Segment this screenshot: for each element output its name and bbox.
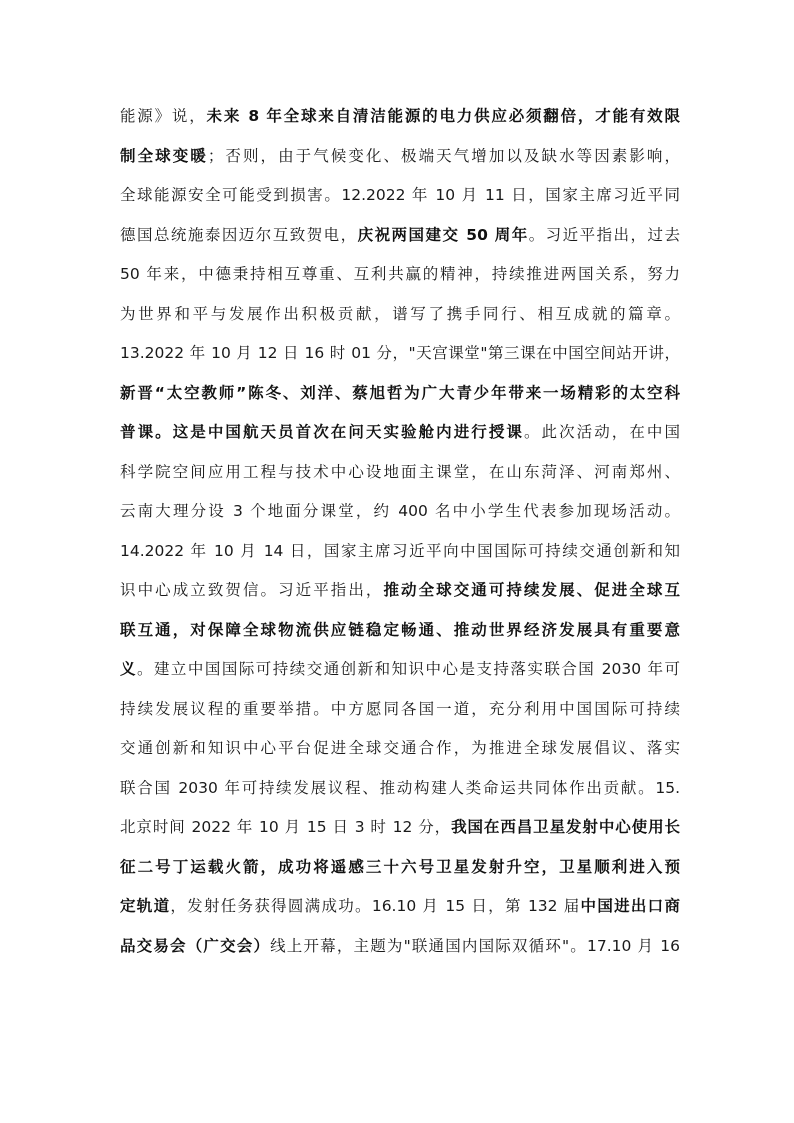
bold-text-segment: 推动全球交通可持续发展、促进全球互 xyxy=(383,581,680,599)
text-segment: 14.2022 年 10 月 14 日，国家主席习近平向中国国际可持续交通创新和知 xyxy=(120,541,680,560)
text-line xyxy=(120,492,680,532)
text-segment: 线上开幕，主题为"联通国内国际双循环"。17.10 月 16 xyxy=(270,936,680,955)
text-line xyxy=(120,848,680,888)
text-line xyxy=(120,137,680,177)
text-segment: 交通创新和知识中心平台促进全球交通合作，为推进全球发展倡议、落实 xyxy=(120,739,680,757)
text-segment: 能源》说， xyxy=(120,107,207,125)
text-line xyxy=(120,611,680,651)
text-line xyxy=(120,216,680,256)
text-segment: ；否则，由于气候变化、极端天气增加以及缺水等因素影响， xyxy=(207,146,680,165)
text-segment: 云南大理分设 3 个地面分课堂，约 400 名中小学生代表参加现场活动。 xyxy=(120,502,680,520)
text-segment: 。习近平指出，过去 xyxy=(528,225,680,244)
text-segment: 持续发展议程的重要举措。中方愿同各国一道，充分利用中国国际可持续 xyxy=(120,699,680,718)
text-line xyxy=(120,97,680,137)
text-line xyxy=(120,453,680,493)
bold-text-segment: 联互通，对保障全球物流供应链稳定畅通、推动世界经济发展具有重要意 xyxy=(120,620,680,639)
text-segment: 德国总统施泰因迈尔互致贺电， xyxy=(120,225,358,244)
text-segment: 。建立中国国际可持续交通创新和知识中心是支持落实联合国 2030 年可 xyxy=(136,660,680,678)
text-line xyxy=(120,255,680,295)
text-line xyxy=(120,927,680,967)
document-body xyxy=(120,97,680,966)
text-line xyxy=(120,808,680,848)
text-line xyxy=(120,769,680,809)
bold-text-segment: 普课。这是中国航天员首次在问天实验舱内进行授课 xyxy=(120,423,524,441)
bold-text-segment: 定轨道 xyxy=(120,897,171,915)
bold-text-segment: 庆祝两国建交 50 周年 xyxy=(357,225,529,244)
text-line xyxy=(120,650,680,690)
text-segment: 为世界和平与发展作出积极贡献，谱写了携手同行、相互成就的篇章。 xyxy=(120,304,680,323)
text-segment: 科学院空间应用工程与技术中心设地面主课堂，在山东菏泽、河南郑州、 xyxy=(120,462,680,481)
text-line xyxy=(120,532,680,572)
text-segment: ，发射任务获得圆满成功。16.10 月 15 日，第 132 届 xyxy=(170,897,581,915)
text-segment: 13.2022 年 10 月 12 日 16 时 01 分，"天宫课堂"第三课在中国空间站开讲， xyxy=(120,344,680,362)
bold-text-segment: 义 xyxy=(120,660,137,678)
bold-text-segment: 新晋“太空教师”陈冬、刘洋、蔡旭哲为广大青少年带来一场精彩的太空科 xyxy=(120,383,680,402)
bold-text-segment: 品交易会（广交会） xyxy=(120,936,271,955)
text-line xyxy=(120,295,680,335)
bold-text-segment: 中国进出口商 xyxy=(580,897,680,915)
text-line xyxy=(120,571,680,611)
text-line xyxy=(120,176,680,216)
text-line xyxy=(120,690,680,730)
text-line xyxy=(120,334,680,374)
text-line xyxy=(120,729,680,769)
text-segment: 识中心成立致贺信。习近平指出， xyxy=(120,581,384,599)
bold-text-segment: 我国在西昌卫星发射中心使用长 xyxy=(451,818,680,836)
bold-text-segment: 未来 8 年全球来自清洁能源的电力供应必须翻倍，才能有效限 xyxy=(206,107,680,125)
text-segment: 50 年来，中德秉持相互尊重、互利共赢的精神，持续推进两国关系，努力 xyxy=(120,265,680,283)
text-segment: 北京时间 2022 年 10 月 15 日 3 时 12 分， xyxy=(120,818,452,836)
bold-text-segment: 制全球变暖 xyxy=(120,146,208,165)
text-line xyxy=(120,413,680,453)
text-line xyxy=(120,374,680,414)
text-segment: 联合国 2030 年可持续发展议程、推动构建人类命运共同体作出贡献。15. xyxy=(120,778,680,797)
text-segment: 全球能源安全可能受到损害。12.2022 年 10 月 11 日，国家主席习近平同 xyxy=(120,186,680,204)
text-line xyxy=(120,887,680,927)
bold-text-segment: 征二号丁运载火箭，成功将遥感三十六号卫星发射升空，卫星顺利进入预 xyxy=(120,857,680,876)
text-segment: 。此次活动，在中国 xyxy=(523,423,680,441)
